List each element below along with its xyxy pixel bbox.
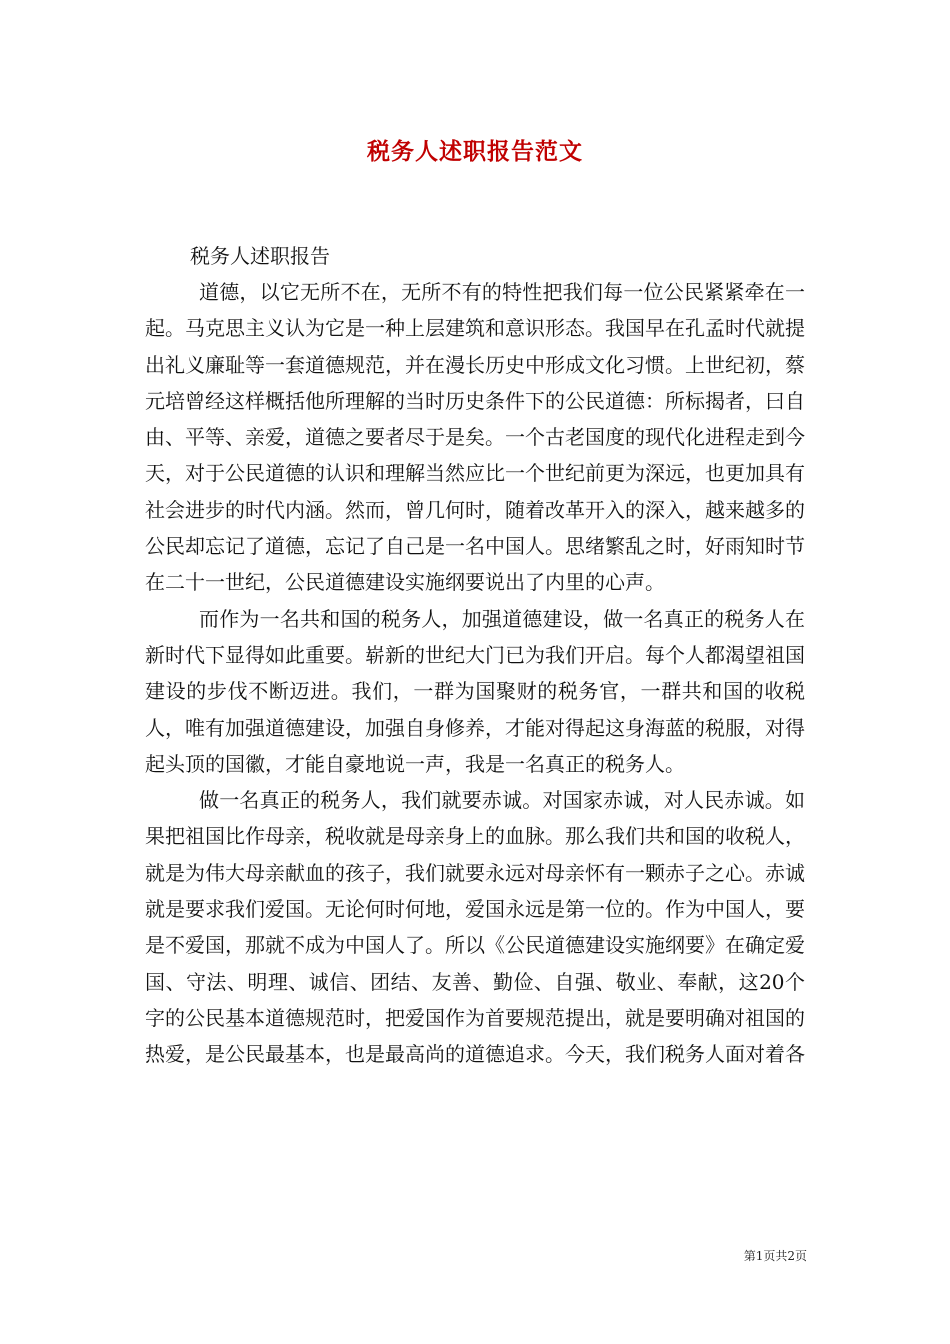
paragraph-2: 而作为一名共和国的税务人，加强道德建设，做一名真正的税务人在新时代下显得如此重要。崭新的世纪大门已为我们开启。每个人都渴望祖国建设的步伐不断迈进。我们，一群为国聚财的税务官，一群共和国的收税人，唯有加强道德建设，加强自身修养，才能对得起这身海蓝的税服，对得起头顶的国徽，才能自豪地说一声，我是一名真正的税务人。 [145,606,805,776]
document-title: 税务人述职报告范文 [367,138,583,165]
page-number-footer: 第1页共2页 [743,1249,807,1263]
document-subheading: 税务人述职报告 [190,244,330,268]
paragraph-3: 做一名真正的税务人，我们就要赤诚。对国家赤诚，对人民赤诚。如果把祖国比作母亲，税收就是母亲身上的血脉。那么我们共和国的收税人，就是为伟大母亲献血的孩子，我们就要永远对母亲怀有一颗赤子之心。赤诚就是要求我们爱国。无论何时何地，爱国永远是第一位的。作为中国人，要是不爱国，那就不成为中国人了。所以《公民道德建设实施纲要》在确定爱国、守法、明理、诚信、团结、友善、勤俭、自强、敬业、奉献，这20个字的公民基本道德规范时，把爱国作为首要规范提出，就是要明确对祖国的热爱，是公民最基本，也是最高尚的道德追求。今天，我们税务人面对着各 [145,788,805,1067]
paragraph-1: 道德，以它无所不在，无所不有的特性把我们每一位公民紧紧牵在一起。马克思主义认为它是一种上层建筑和意识形态。我国早在孔孟时代就提出礼义廉耻等一套道德规范，并在漫长历史中形成文化习惯。上世纪初，蔡元培曾经这样概括他所理解的当时历史条件下的公民道德：所标揭者，曰自由、平等、亲爱，道德之要者尽于是矣。一个古老国度的现代化进程走到今天，对于公民道德的认识和理解当然应比一个世纪前更为深远，也更加具有社会进步的时代内涵。然而，曾几何时，随着改革开入的深入，越来越多的公民却忘记了道德，忘记了自己是一名中国人。思绪繁乱之时，好雨知时节在二十一世纪，公民道德建设实施纲要说出了内里的心声。 [145,280,805,595]
document-body [145,238,805,1073]
